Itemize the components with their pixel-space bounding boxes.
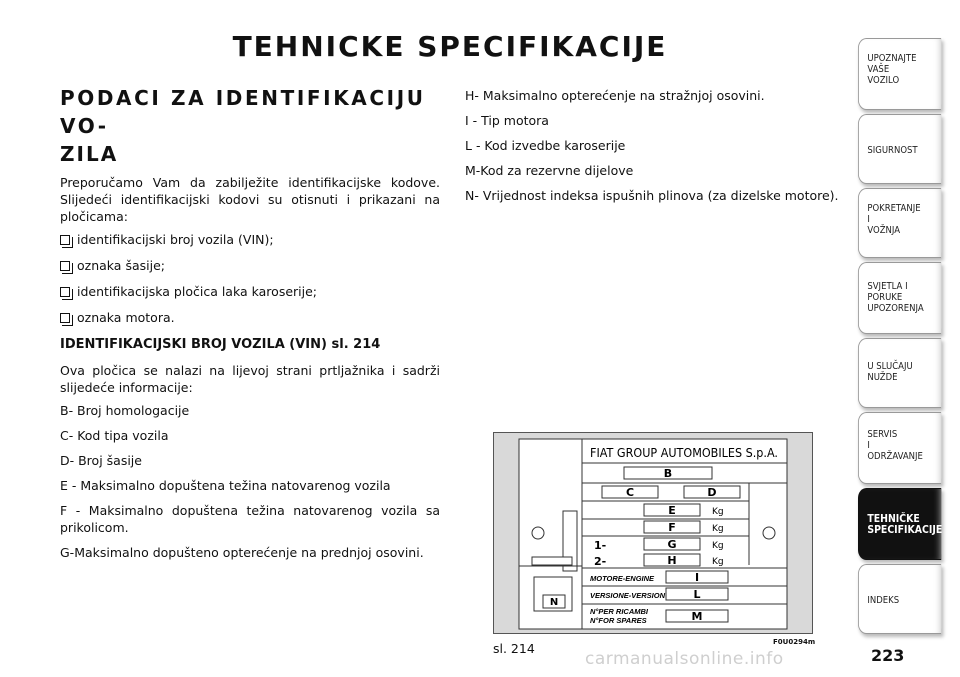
field-g: G [667,538,677,551]
tab-pokretanje[interactable] [858,188,941,258]
vin-item-b: B- Broj homologacije [60,403,190,418]
tab-label-line: NUŽDE [867,372,898,383]
tab-label-line: TEHNIČKE [867,512,920,525]
axle-2-label: 2- [594,555,607,568]
bullet-text: identifikacijska pločica laka karoserije; [77,284,318,299]
field-d: D [707,486,717,499]
bullet-text: oznaka motora. [77,310,175,325]
tab-label-line: VAŠE [867,64,890,75]
tab-label-line: SIGURNOST [867,145,918,156]
bullet-item [60,231,440,248]
tab-sigurnost[interactable] [858,114,941,184]
vin-item-c: C- Kod tipa vozila [60,428,169,443]
vin-item-g: G-Maksimalno dopušteno opterećenje na prednjoj osovini. [60,545,424,560]
figure-code: F0U0294m [773,638,816,646]
bullet-item [60,283,440,300]
field-l: L [693,588,701,601]
tab-label-line: VOZILO [867,75,900,86]
section-heading-line1: PODACI ZA IDENTIFIKACIJU VO- [60,86,426,138]
tab-label-line: UPOZNAJTE [867,53,917,64]
watermark: carmanualsonline.info [585,649,784,669]
figure-caption: sl. 214 [493,641,535,656]
kg-h: Kg [712,557,724,567]
plate-title: FIAT GROUP AUTOMOBILES S.p.A. [590,446,778,460]
vin-item-n: N- Vrijednost indeksa ispušnih plinova (za dizelske motore). [465,188,839,203]
field-c: C [625,486,635,499]
field-i: I [694,571,700,584]
version-label: VERSIONE-VERSION [590,591,666,600]
bullet-item [60,309,440,326]
bullet-text: oznaka šasije; [77,258,165,273]
checkbox-bullet-icon [60,235,70,245]
section-heading [60,84,440,168]
checkbox-bullet-icon [60,261,70,271]
left-rivet-icon [532,527,544,539]
spares-label-1: N°PER RICAMBI [590,607,649,616]
tab-label-line: UPOZORENJA [867,303,924,314]
field-h: H [667,554,677,567]
tab-tehnicke-specifikacije[interactable] [858,488,941,560]
vin-item-f: F - Maksimalno dopuštena težina natovarenog vozila sa prikolicom. [60,503,440,535]
right-rivet-icon [763,527,775,539]
vin-item-h: H- Maksimalno opterećenje na stražnjoj osovini. [465,88,765,103]
tab-label-line: INDEKS [867,595,900,606]
tab-label-line: VOŽNJA [867,225,901,236]
tab-label-line: SERVIS [867,429,898,440]
vin-item-l: L - Kod izvedbe karoserije [465,138,626,153]
field-e: E [668,504,676,517]
kg-e: Kg [712,507,724,517]
vin-plate-illustration [494,433,814,635]
tab-u-slucaju[interactable] [858,338,941,408]
vin-item-d: D- Broj šasije [60,453,142,468]
intro-paragraph: Preporučamo Vam da zabilježite identifikacijske kodove. Slijedeći identifikacijski kodovi su otisnuti i prikazani na pločicama: [60,175,440,224]
vin-plate-figure [493,432,813,634]
field-m: M [691,610,703,623]
tab-label-line: I [867,440,870,451]
vin-subheading: IDENTIFIKACIJSKI BROJ VOZILA (VIN) sl. 214 [60,337,381,352]
kg-f: Kg [712,524,724,534]
section-heading-line2: ZILA [60,142,119,166]
spares-label-2: N°FOR SPARES [590,616,647,625]
bullet-text: identifikacijski broj vozila (VIN); [77,232,274,247]
vin-item-e: E - Maksimalno dopuštena težina natovarenog vozila [60,478,391,493]
left-column [60,84,440,569]
tab-svjetla[interactable] [858,262,941,334]
tab-label-line: POKRETANJE [867,203,921,214]
vin-item-m: M-Kod za rezervne dijelove [465,163,634,178]
vin-intro: Ova pločica se nalazi na lijevoj strani prtljažnika i sadrži slijedeće informacije: [60,363,440,395]
right-column [465,87,855,212]
axle-1-label: 1- [594,539,607,552]
tab-label-line: I [867,214,870,225]
tab-label-line: SPECIFIKACIJE [867,523,943,536]
n-label: N [549,597,559,608]
page-title: TEHNICKE SPECIFIKACIJE [232,30,668,63]
tab-label-line: U SLUČAJU [867,361,913,372]
page-number: 223 [871,646,905,665]
tab-servis[interactable] [858,412,941,484]
bullet-item [60,257,440,274]
checkbox-bullet-icon [60,313,70,323]
field-f: F [668,521,676,534]
tab-label-line: SVJETLA I [867,281,908,292]
kg-g: Kg [712,541,724,551]
engine-label: MOTORE-ENGINE [590,574,655,583]
tab-upoznajte[interactable] [858,38,941,110]
tab-label-line: PORUKE [867,292,903,303]
vin-item-i: I - Tip motora [465,113,549,128]
tab-indeks[interactable] [858,564,941,634]
field-b: B [663,467,673,480]
left-small-box [532,557,572,565]
tab-label-line: ODRŽAVANJE [867,451,923,462]
checkbox-bullet-icon [60,287,70,297]
